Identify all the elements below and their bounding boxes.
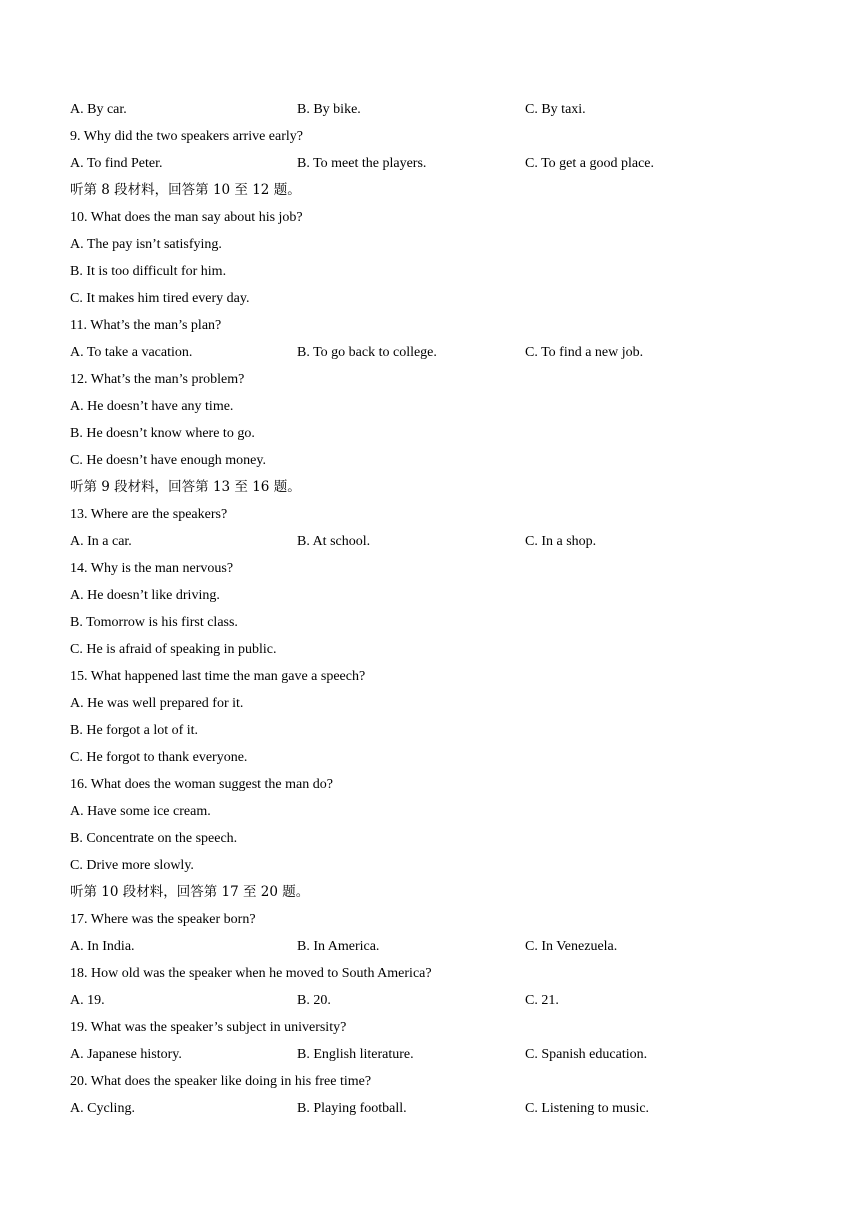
option-row: [70, 1095, 790, 1122]
document-page: [70, 96, 790, 1122]
option-b: B. To meet the players.: [297, 156, 427, 171]
option-a: A. In India.: [70, 939, 135, 954]
option-b: B. 20.: [297, 993, 331, 1008]
question-text: 12. What’s the man’s problem?: [70, 372, 245, 387]
option-row: [70, 96, 790, 123]
option-b: B. English literature.: [297, 1047, 414, 1062]
option-b: B. In America.: [297, 939, 380, 954]
option-a: A. Japanese history.: [70, 1047, 182, 1062]
option-row: [70, 987, 790, 1014]
question-text: 19. What was the speaker’s subject in university?: [70, 1020, 347, 1035]
option-c: C. To get a good place.: [525, 156, 655, 171]
option-row: [70, 1041, 790, 1068]
option-c: C. In a shop.: [525, 534, 597, 549]
option-b: B. At school.: [297, 534, 371, 549]
question-text: 9. Why did the two speakers arrive early?: [70, 129, 303, 144]
answer-option: A. Have some ice cream.: [70, 804, 211, 819]
question-text: 17. Where was the speaker born?: [70, 912, 256, 927]
question-text: 20. What does the speaker like doing in his free time?: [70, 1074, 372, 1089]
answer-option: C. It makes him tired every day.: [70, 291, 250, 306]
question-text: 13. Where are the speakers?: [70, 507, 228, 522]
answer-option: B. He doesn’t know where to go.: [70, 426, 255, 441]
answer-option: C. He forgot to thank everyone.: [70, 750, 248, 765]
question-text: 10. What does the man say about his job?: [70, 210, 303, 225]
option-a: A. In a car.: [70, 534, 132, 549]
option-a: A. 19.: [70, 993, 105, 1008]
option-a: A. To find Peter.: [70, 156, 163, 171]
answer-option: A. He doesn’t have any time.: [70, 399, 234, 414]
question-text: 18. How old was the speaker when he moved to South America?: [70, 966, 432, 981]
option-b: B. To go back to college.: [297, 345, 437, 360]
option-c: C. Spanish education.: [525, 1047, 648, 1062]
option-a: A. By car.: [70, 102, 127, 117]
answer-option: B. He forgot a lot of it.: [70, 723, 199, 738]
option-c: C. To find a new job.: [525, 345, 644, 360]
answer-option: C. Drive more slowly.: [70, 858, 194, 873]
answer-option: A. He doesn’t like driving.: [70, 588, 220, 603]
option-c: C. By taxi.: [525, 102, 586, 117]
option-a: A. To take a vacation.: [70, 345, 193, 360]
question-text: 16. What does the woman suggest the man do?: [70, 777, 333, 792]
answer-option: B. Concentrate on the speech.: [70, 831, 238, 846]
answer-option: C. He is afraid of speaking in public.: [70, 642, 277, 657]
option-c: C. In Venezuela.: [525, 939, 618, 954]
option-b: B. By bike.: [297, 102, 361, 117]
option-b: B. Playing football.: [297, 1101, 407, 1116]
option-c: C. 21.: [525, 993, 559, 1008]
section-instruction: 听第 10 段材料，回答第 17 至 20 题。: [70, 884, 310, 900]
question-text: 11. What’s the man’s plan?: [70, 318, 222, 333]
option-row: [70, 528, 790, 555]
answer-option: B. It is too difficult for him.: [70, 264, 227, 279]
question-text: 14. Why is the man nervous?: [70, 561, 234, 576]
section-instruction: 听第 8 段材料，回答第 10 至 12 题。: [70, 182, 301, 198]
section-instruction: 听第 9 段材料，回答第 13 至 16 题。: [70, 479, 301, 495]
answer-option: A. He was well prepared for it.: [70, 696, 244, 711]
answer-option: C. He doesn’t have enough money.: [70, 453, 266, 468]
option-row: [70, 150, 790, 177]
answer-option: A. The pay isn’t satisfying.: [70, 237, 222, 252]
option-a: A. Cycling.: [70, 1101, 135, 1116]
answer-option: B. Tomorrow is his first class.: [70, 615, 238, 630]
question-text: 15. What happened last time the man gave a speech?: [70, 669, 366, 684]
option-row: [70, 933, 790, 960]
option-row: [70, 339, 790, 366]
option-c: C. Listening to music.: [525, 1101, 650, 1116]
